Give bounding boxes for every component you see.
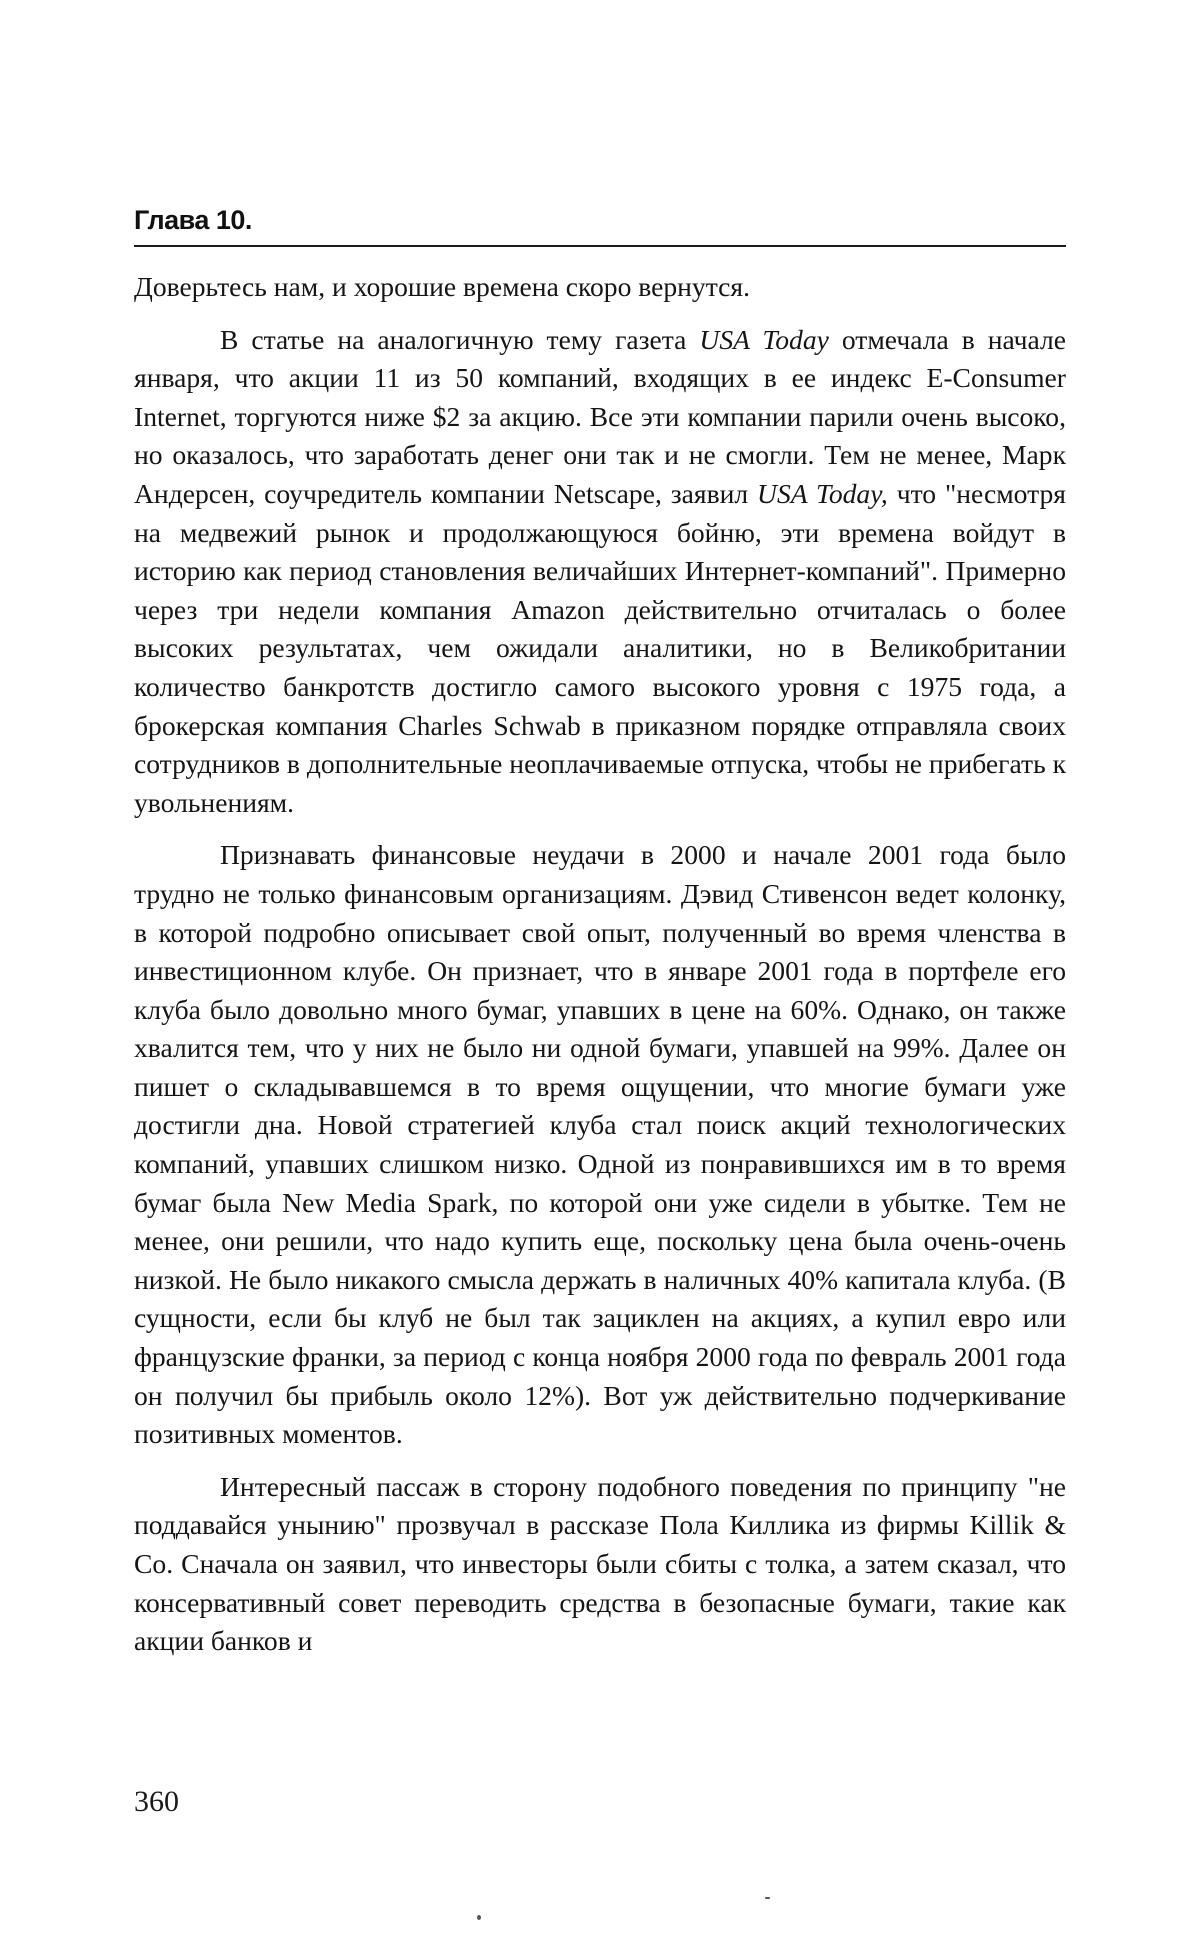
text-run: отмечала в начале января, что акции 11 из 50 компаний, входящих в ее индекс E-Consumer Internet, торгуются ниже $2 за акцию. Все эти компании парили очень высоко, но оказалось, что заработать денег они так и не смогли. Тем не менее, Марк Андерсен, соучредитель компании Netscape, заявил [134,323,1066,509]
text-run: Интересный пассаж в сторону подобного поведения по принципу "не поддавайся унынию" прозвучал в рассказе Пола Киллика из фирмы Killik & Co. Сначала он заявил, что инвесторы были сбиты с толка, а затем сказал, что консервативный совет переводить средства в безопасные бумаги, такие как акции банков и [134,1470,1066,1657]
paragraph [134,836,1066,1454]
paragraph [134,268,1066,307]
scan-speck [477,1915,481,1920]
text-run: что "несмотря на медвежий рынок и продолжающуюся бойню, эти времена войдут в историю как период становления величайших Интернет-компаний". Примерно через три недели компания Amazon действительно отчиталась о более высоких результатах, чем ожидали аналитики, но в Великобритании количество банкротств достигло самого высокого уровня с 1975 года, а брокерская компания Charles Schwab в приказном порядке отправляла своих сотрудников в дополнительные неоплачиваемые отпуска, чтобы не прибегать к увольнениям. [134,477,1066,818]
chapter-running-head: Глава 10. [134,205,252,235]
text-run: В статье на аналогичную тему газета [220,323,700,355]
body-text [134,268,1066,1675]
page-number: 360 [134,1785,179,1818]
text-run: Признавать финансовые неудачи в 2000 и начале 2001 года было трудно не только финансовым организациям. Дэвид Стивенсон ведет колонку, в которой подробно описывает свой опыт, полученный во время членства в инвестиционном клубе. Он признает, что в январе 2001 года в портфеле его клуба было довольно много бумаг, упавших в цене на 60%. Однако, он также хвалится тем, что у них не было ни одной бумаги, упавшей на 99%. Далее он пишет о складывавшемся в то время ощущении, что многие бумаги уже достигли дна. Новой стратегией клуба стал поиск акций технологических компаний, упавших слишком низко. Одной из понравившихся им в то время бумаг была New Media Spark, по которой они уже сидели в убытке. Тем не менее, они решили, что надо купить еще, поскольку цена была очень-очень низкой. Не было никакого смысла держать в наличных 40% капитала клуба. (В сущности, если бы клуб не был так зациклен на акциях, а купил евро или французские франки, за период с конца ноября 2000 года по февраль 2001 года он получил бы прибыль около 12%). Вот уж действительно подчеркивание позитивных моментов. [134,839,1066,1450]
scan-speck [765,1897,770,1899]
italic-text-run: USA Today [699,323,829,355]
header-rule [134,245,1066,247]
paragraph [134,1468,1066,1661]
italic-text-run: USA Today, [757,477,888,509]
text-run: Доверьтесь нам, и хорошие времена скоро вернутся. [134,271,750,302]
paragraph [134,321,1066,823]
